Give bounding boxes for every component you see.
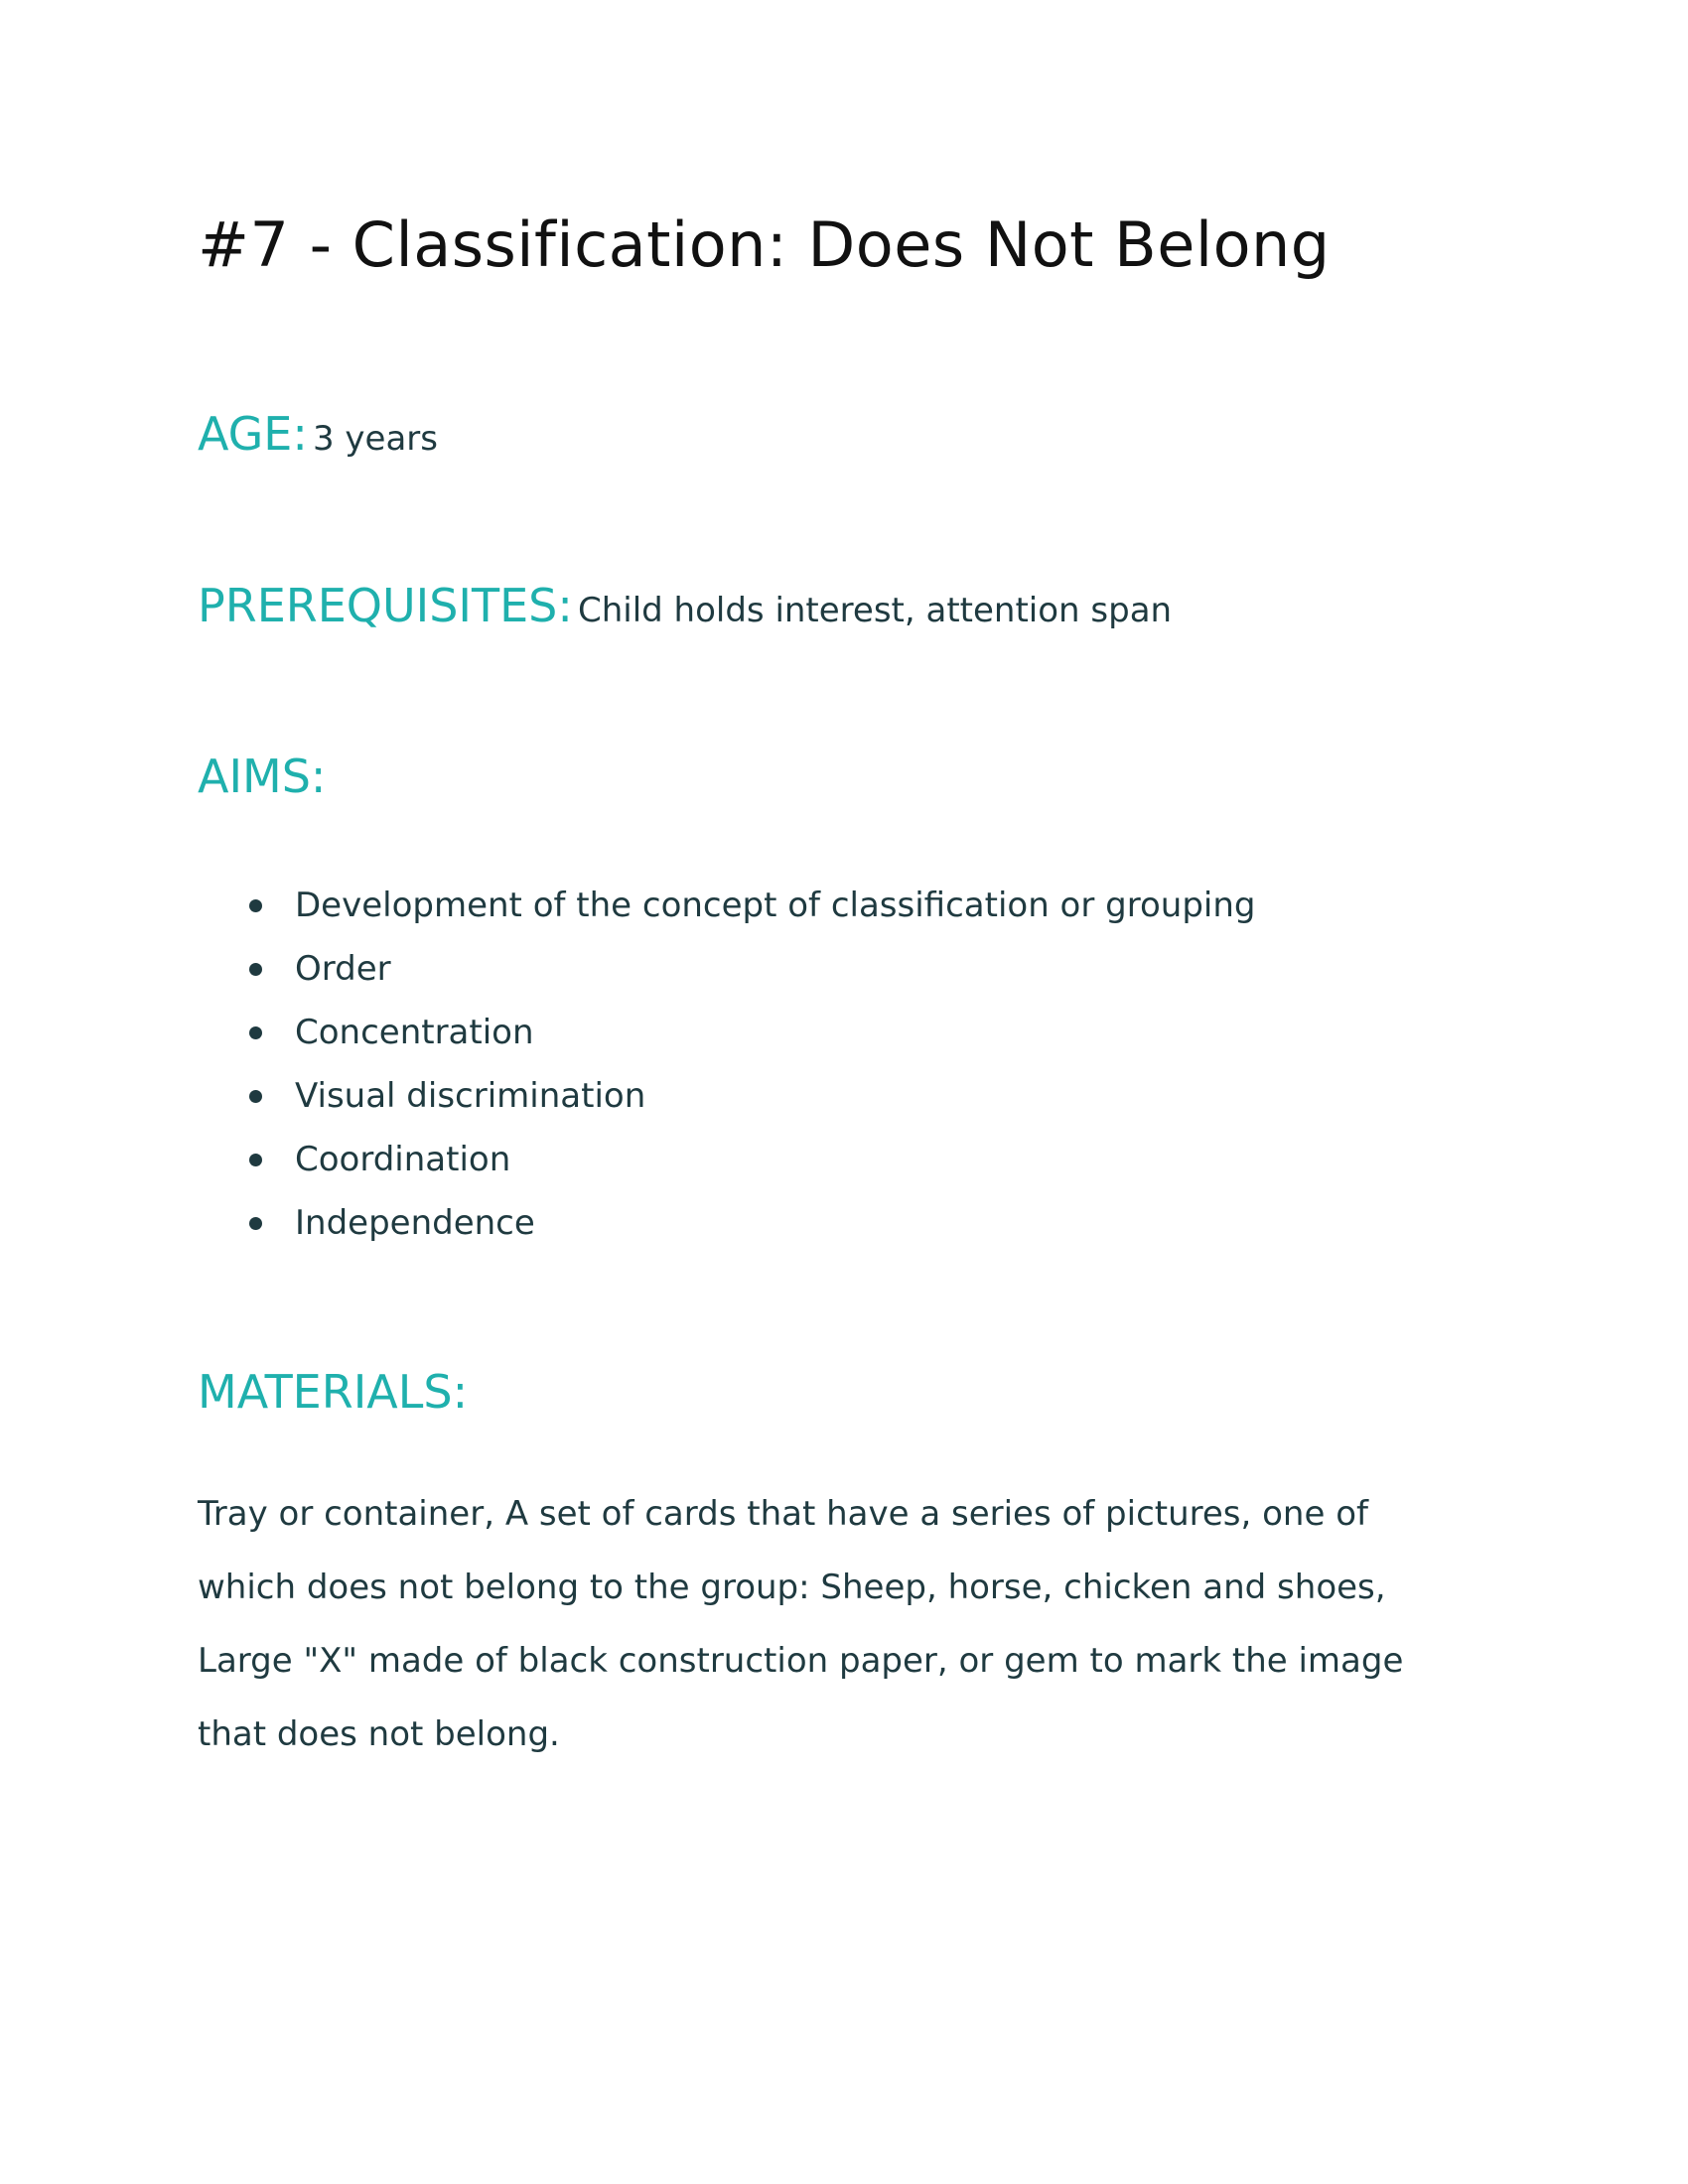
materials-line: which does not belong to the group: Sheep, horse, chicken and shoes, xyxy=(198,1568,1386,1607)
aims-list-item xyxy=(198,937,1255,1001)
page-title: #7 - Classification: Does Not Belong xyxy=(198,208,1331,281)
bullet-icon xyxy=(249,899,262,912)
aims-list-item xyxy=(198,1128,1255,1191)
bullet-icon xyxy=(249,1090,262,1103)
bullet-icon xyxy=(249,963,262,976)
aims-item-text: Concentration xyxy=(295,1013,534,1052)
prerequisites-label: PREREQUISITES: xyxy=(198,579,573,632)
bullet-icon xyxy=(249,1154,262,1166)
aims-heading: AIMS: xyxy=(198,750,327,803)
aims-item-text: Independence xyxy=(295,1203,535,1243)
aims-list-item xyxy=(198,1001,1255,1064)
materials-line: that does not belong. xyxy=(198,1714,560,1754)
materials-line: Large "X" made of black construction paper, or gem to mark the image xyxy=(198,1641,1404,1681)
aims-list-item xyxy=(198,1064,1255,1128)
materials-paragraph xyxy=(198,1477,1488,1771)
aims-list xyxy=(198,874,1255,1255)
materials-heading: MATERIALS: xyxy=(198,1365,469,1419)
prerequisites-field xyxy=(198,579,1172,632)
aims-item-text: Coordination xyxy=(295,1140,511,1179)
aims-list-item xyxy=(198,874,1255,937)
aims-item-text: Visual discrimination xyxy=(295,1076,646,1116)
age-value: 3 years xyxy=(312,419,438,459)
aims-list-item xyxy=(198,1191,1255,1255)
bullet-icon xyxy=(249,1026,262,1039)
aims-item-text: Order xyxy=(295,949,391,989)
age-label: AGE: xyxy=(198,407,308,461)
age-field xyxy=(198,407,438,461)
materials-line: Tray or container, A set of cards that have a series of pictures, one of xyxy=(198,1494,1368,1534)
prerequisites-value: Child holds interest, attention span xyxy=(577,591,1173,630)
bullet-icon xyxy=(249,1217,262,1230)
aims-item-text: Development of the concept of classification or grouping xyxy=(295,886,1256,925)
